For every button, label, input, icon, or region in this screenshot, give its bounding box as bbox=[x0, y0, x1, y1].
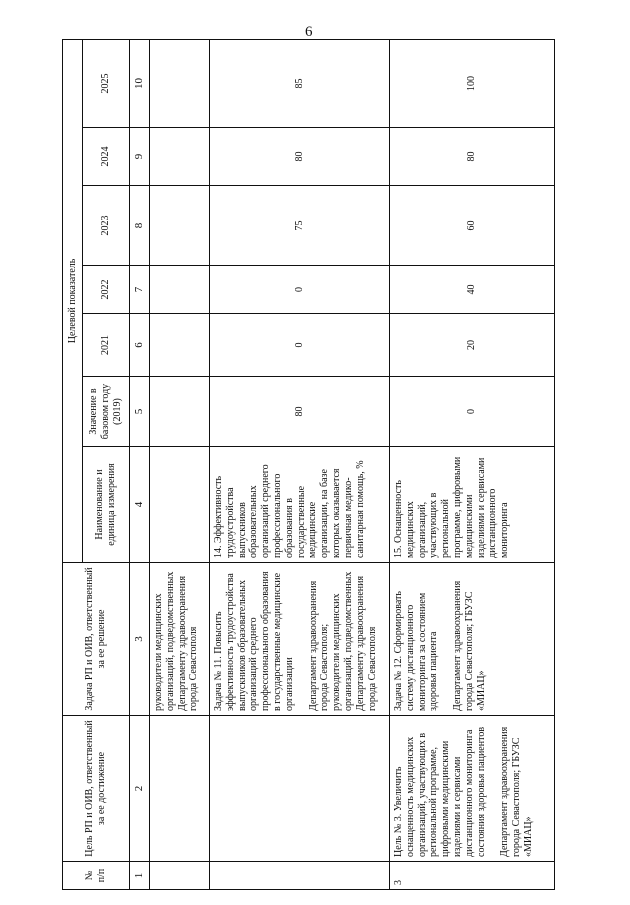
task-responsible-text: руководители медицинских организаций, подведомственных Департаменту здравоохранения города Севастополя bbox=[152, 571, 200, 711]
header-year-2025: 2025 bbox=[83, 39, 130, 127]
value-2021: 0 bbox=[209, 314, 389, 377]
task-cell bbox=[209, 563, 389, 716]
header-year-2024: 2024 bbox=[83, 128, 130, 186]
base-value-cell bbox=[149, 377, 209, 447]
header-year-2023: 2023 bbox=[83, 186, 130, 266]
column-number: 1 bbox=[130, 862, 150, 890]
page-number: 6 bbox=[305, 24, 313, 40]
value-2021 bbox=[149, 314, 209, 377]
indicator-cell: 15. Оснащенность медицинских организаций, участвующих в региональной программе, цифровыми медицинскими изделиями и сервисами дистанционного мониторинга bbox=[389, 447, 554, 563]
base-value-cell: 80 bbox=[209, 377, 389, 447]
table-row bbox=[149, 39, 209, 889]
rotated-table-container bbox=[62, 40, 597, 890]
row-number bbox=[149, 862, 209, 890]
header-indicator-name: Наименование и единица измерения bbox=[83, 447, 130, 563]
header-number-line1: № bbox=[84, 870, 96, 881]
column-number: 3 bbox=[130, 563, 150, 716]
goal-cell bbox=[209, 716, 389, 862]
table-row bbox=[209, 39, 389, 889]
row-number bbox=[209, 862, 389, 890]
table-row bbox=[389, 39, 554, 889]
base-value-cell: 0 bbox=[389, 377, 554, 447]
header-year-2022: 2022 bbox=[83, 266, 130, 314]
task-text: Задача № 12. Сформировать систему дистанционного мониторинга за состоянием здоровья пациента bbox=[392, 591, 440, 711]
column-number: 6 bbox=[130, 314, 150, 377]
column-number: 7 bbox=[130, 266, 150, 314]
column-number: 4 bbox=[130, 447, 150, 563]
value-2023: 60 bbox=[389, 186, 554, 266]
value-2023: 75 bbox=[209, 186, 389, 266]
value-2022: 40 bbox=[389, 266, 554, 314]
column-number: 10 bbox=[130, 39, 150, 127]
column-number: 9 bbox=[130, 128, 150, 186]
value-2023 bbox=[149, 186, 209, 266]
header-number-line2: п/п bbox=[96, 868, 107, 883]
goal-cell bbox=[149, 716, 209, 862]
value-2025: 100 bbox=[389, 39, 554, 127]
task-cell bbox=[389, 563, 554, 716]
value-2022 bbox=[149, 266, 209, 314]
goal-text: Цель № 3. Увеличить оснащенность медицинских организаций, участвующих в региональной программе, цифровыми медицинскими изделиями и сервисами дистанционного мониторинга состояния здоровья пациентов bbox=[392, 726, 487, 857]
column-number: 5 bbox=[130, 377, 150, 447]
row-number: 3 bbox=[389, 862, 554, 890]
header-year-2021: 2021 bbox=[83, 314, 130, 377]
indicator-cell: 14. Эффективность трудоустройства выпускников образовательных организаций среднего профессионального образования в государственные медицинские организации, на базе которых оказывается первичная медико-санитарная помощь, % bbox=[209, 447, 389, 563]
task-responsible-text: Департамент здравоохранения города Севастополя; ГБУЗС «МИАЦ» bbox=[452, 580, 487, 711]
column-number: 8 bbox=[130, 186, 150, 266]
column-number-row bbox=[130, 39, 150, 889]
task-responsible-text: Департамент здравоохранения города Севастополя; руководители медицинских организаций, подведомственных Департаменту здравоохранения города Севастополя bbox=[307, 571, 378, 711]
value-2025: 85 bbox=[209, 39, 389, 127]
value-2024 bbox=[149, 128, 209, 186]
goal-cell bbox=[389, 716, 554, 862]
header-goal: Цель РП и ОИВ, ответственный за ее достижение bbox=[63, 716, 130, 862]
goal-responsible-text: Департамент здравоохранения города Севастополя; ГБУЗС «МИАЦ» bbox=[499, 726, 534, 857]
value-2024: 80 bbox=[389, 128, 554, 186]
value-2021: 20 bbox=[389, 314, 554, 377]
indicator-table bbox=[62, 39, 555, 890]
indicator-cell bbox=[149, 447, 209, 563]
header-task: Задача РП и ОИВ, ответственный за ее решение bbox=[63, 563, 130, 716]
header-base-value: Значение в базовом году (2019) bbox=[83, 377, 130, 447]
header-target-indicator: Целевой показатель bbox=[63, 39, 83, 562]
value-2022: 0 bbox=[209, 266, 389, 314]
header-number bbox=[63, 862, 130, 890]
task-cell bbox=[149, 563, 209, 716]
column-number: 2 bbox=[130, 716, 150, 862]
value-2024: 80 bbox=[209, 128, 389, 186]
task-text: Задача № 11. Повысить эффективность трудоустройства выпускников образовательных организаций среднего профессионального образования в государственные медицинские организации bbox=[212, 571, 295, 711]
value-2025 bbox=[149, 39, 209, 127]
